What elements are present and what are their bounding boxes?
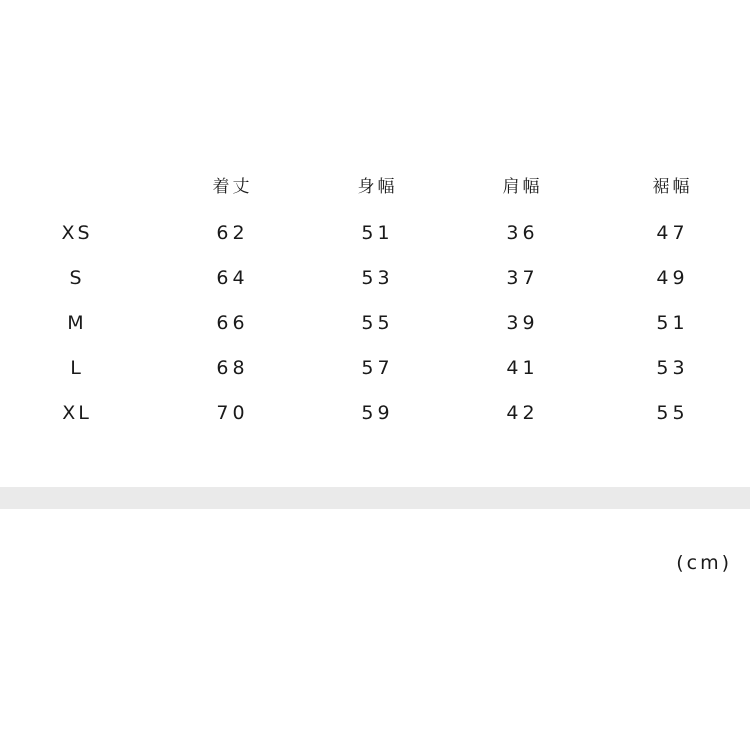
unit-label: (cm) [676, 552, 732, 574]
row-label-m: M [67, 311, 87, 334]
cell-l-chest-width: 57 [361, 356, 394, 379]
row-label-l: L [70, 356, 84, 379]
row-label-s: S [69, 266, 85, 289]
cell-xl-chest-width: 59 [361, 401, 394, 424]
cell-s-length: 64 [216, 266, 249, 289]
row-label-xs: XS [61, 221, 93, 244]
table-row [0, 345, 750, 390]
cell-xl-hem-width: 55 [656, 401, 689, 424]
row-label-xl: XL [62, 401, 92, 424]
table-body [0, 210, 750, 435]
table-row [0, 390, 750, 435]
cell-l-shoulder-width: 41 [506, 356, 539, 379]
cell-m-hem-width: 51 [656, 311, 689, 334]
cell-s-shoulder-width: 37 [506, 266, 539, 289]
table-row [0, 300, 750, 345]
column-header-shoulder-width: 肩幅 [502, 176, 543, 196]
table-header-row [0, 158, 750, 210]
cell-l-hem-width: 53 [656, 356, 689, 379]
cell-xl-shoulder-width: 42 [506, 401, 539, 424]
cell-xs-hem-width: 47 [656, 221, 689, 244]
cell-m-chest-width: 55 [361, 311, 394, 334]
cell-m-length: 66 [216, 311, 249, 334]
cell-xs-length: 62 [216, 221, 249, 244]
cell-xs-shoulder-width: 36 [506, 221, 539, 244]
section-divider [0, 487, 750, 509]
cell-xl-length: 70 [216, 401, 249, 424]
column-header-length: 着丈 [212, 176, 253, 196]
cell-l-length: 68 [216, 356, 249, 379]
column-header-chest-width: 身幅 [357, 176, 398, 196]
table-row [0, 255, 750, 300]
column-header-hem-width: 裾幅 [652, 176, 693, 196]
size-table [0, 158, 750, 435]
cell-s-chest-width: 53 [361, 266, 394, 289]
table-row [0, 210, 750, 255]
cell-m-shoulder-width: 39 [506, 311, 539, 334]
table-header [0, 158, 750, 210]
table-corner-cell [0, 158, 160, 210]
footer-spacer [0, 736, 750, 750]
cell-s-hem-width: 49 [656, 266, 689, 289]
cell-xs-chest-width: 51 [361, 221, 394, 244]
